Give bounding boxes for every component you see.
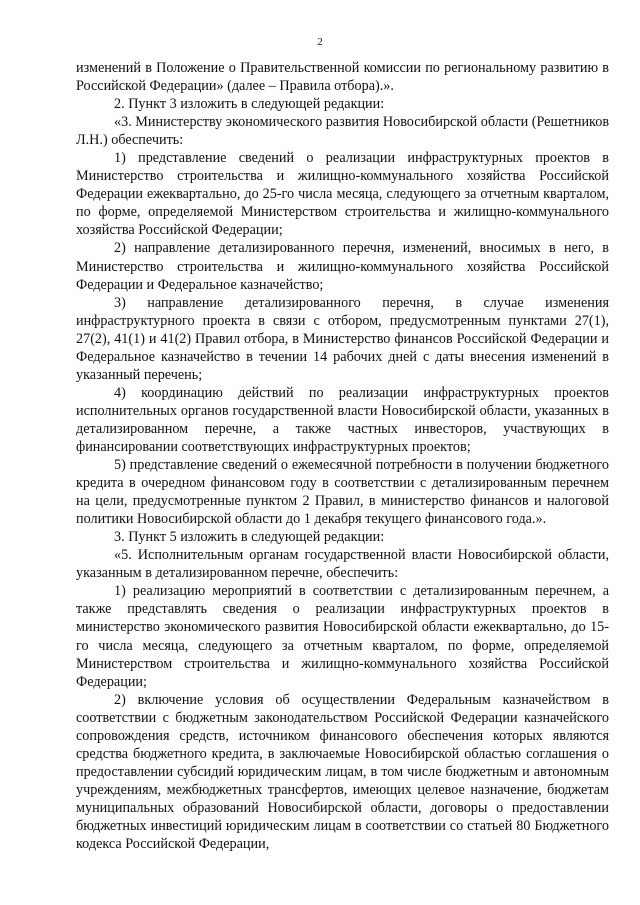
paragraph-item-3-heading: 3. Пункт 5 изложить в следующей редакции: [114,529,385,546]
paragraph-clause-5-sub-1: 1) реализацию мероприятий в соответствии с детализированным перечнем, а также представлять сведения о реализации инфраструктурных проектов в министерство экономического развития Новосибирской области ежеквартально, до 15-го числа месяца, следующего за отчетным кварталом, по форме, определяемой Министерством строительства и жилищно-коммунального хозяйства Российской Федерации; [76,583,609,690]
paragraph-clause-3-sub-5: 5) представление сведений о ежемесячной потребности в получении бюджетного кредита в очередном финансовом году в соответствии с детализированным перечнем на цели, предусмотренные пунктом 2 Правил, в министерство финансов и налоговой политики Новосибирской области до 1 декабря текущего финансового года.». [76,457,609,528]
paragraph-clause-3-sub-3: 3) направление детализированного перечня, в случае изменения инфраструктурного проекта в связи с отбором, предусмотренным пунктами 27(1), 27(2), 41(1) и 41(2) Правил отбора, в Министерство финансов Российской Федерации и Федеральное казначейство в течении 14 рабочих дней с даты внесения изменений в указанный перечень; [76,294,609,383]
paragraph-clause-5-sub-2: 2) включение условия об осуществлении Федеральным казначейством в соответствии с бюджетным законодательством Российской Федерации казначейского сопровождения средств, источником финансового обеспечения которых являются средства бюджетного кредита, в заключаемые Новосибирской областью соглашения о предоставлении субсидий юридическим лицам, в том числе бюджетным и автономным учреждениям, межбюджетных трансфертов, имеющих целевое назначение, бюджетам муниципальных образований Новосибирской области, договоры о предоставлении бюджетных инвестиций юридическим лицам в соответствии со статьей 80 Бюджетного кодекса Российской Федерации, [76,691,609,853]
paragraph-clause-3: «3. Министерству экономического развития Новосибирской области (Решетников Л.Н.) обеспечить: [76,114,610,149]
document-body [76,59,609,853]
paragraph-continuation: изменений в Положение о Правительственной комиссии по региональному развитию в Российской Федерации» (далее – Правила отбора).». [76,60,609,95]
paragraph-clause-5: «5. Исполнительным органам государственной власти Новосибирской области, указанным в детализированном перечне, обеспечить: [76,547,609,582]
paragraph-clause-3-sub-1: 1) представление сведений о реализации инфраструктурных проектов в Министерство строительства и жилищно-коммунального хозяйства Российской Федерации ежеквартально, до 25-го числа месяца, следующего за отчетным кварталом, по форме, определяемой Министерством строительства и жилищно-коммунального хозяйства Российской Федерации; [76,150,609,239]
paragraph-item-2-heading: 2. Пункт 3 изложить в следующей редакции: [114,96,385,113]
paragraph-clause-3-sub-2: 2) направление детализированного перечня, изменений, вносимых в него, в Министерство строительства и жилищно-коммунального хозяйства Российской Федерации и Федеральное казначейство; [76,240,609,293]
paragraph-clause-3-sub-4: 4) координацию действий по реализации инфраструктурных проектов исполнительных органов государственной власти Новосибирской области, указанных в детализированном перечне, а также частных инвесторов, участвующих в финансировании соответствующих инфраструктурных проектов; [76,384,609,455]
page-number: 2 [317,36,323,48]
